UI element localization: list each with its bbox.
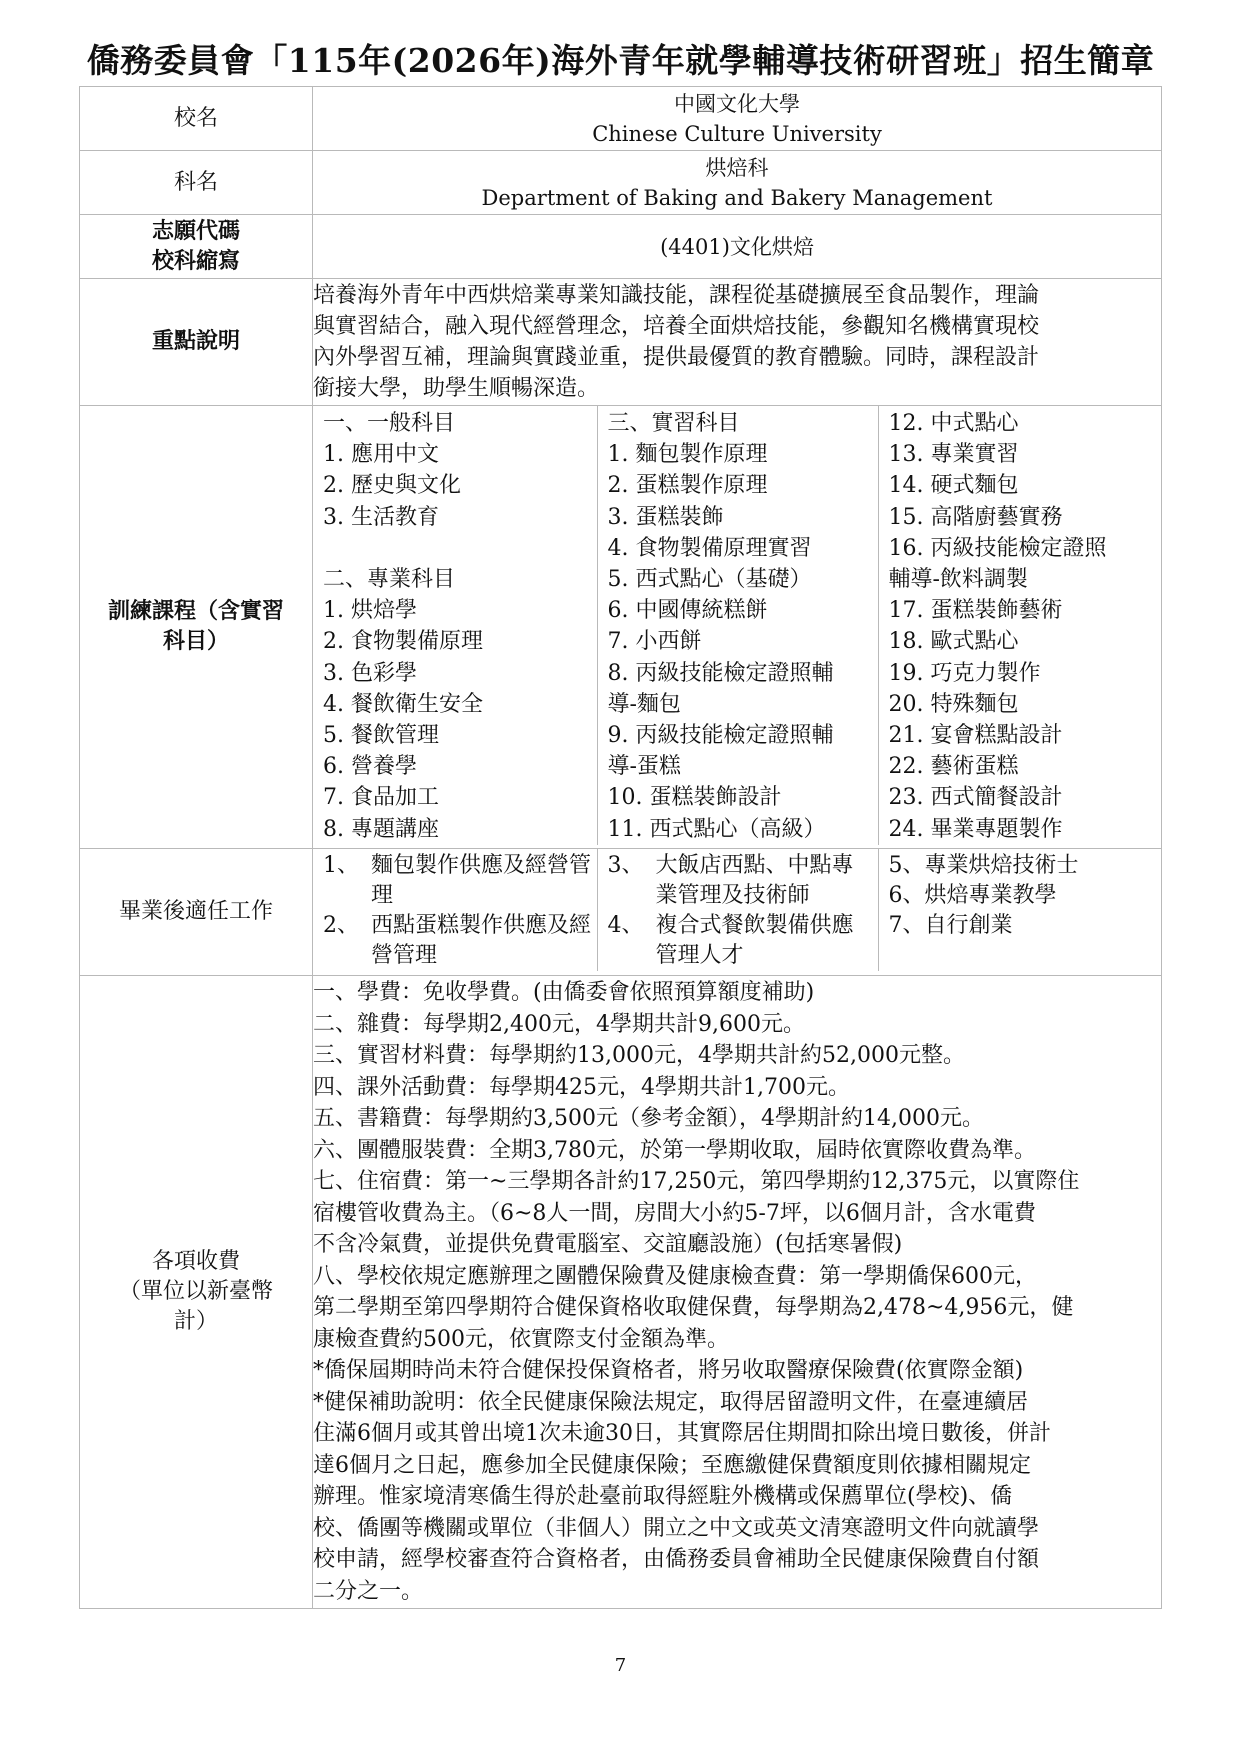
job-text: 麵包製作供應及經營管理 — [371, 853, 592, 908]
job-item — [323, 911, 593, 971]
course-item: 13. 專業實習 — [888, 442, 1019, 468]
course-item: 導-麵包 — [607, 691, 681, 717]
fees-content — [313, 976, 1162, 1609]
fees-label-line2: （單位以新臺幣 — [118, 1279, 273, 1304]
fees-row — [80, 976, 1162, 1609]
code-value: (4401)文化烘焙 — [313, 215, 1162, 279]
course-item: 4. 食物製備原理實習 — [607, 535, 812, 561]
fees-label-line3: 計） — [173, 1309, 218, 1334]
code-row — [80, 215, 1162, 279]
course-item: 1. 烘焙學 — [323, 598, 417, 624]
department-label: 科名 — [80, 151, 313, 215]
job-number: 2、 — [323, 913, 359, 938]
course-item: 9. 丙級技能檢定證照輔 — [607, 723, 834, 749]
curriculum-col-practical-2 — [878, 406, 1162, 845]
course-item: 22. 藝術蛋糕 — [888, 754, 1019, 780]
jobs-row — [80, 849, 1162, 976]
fee-line: 二、雜費：每學期2,400元，4學期共計9,600元。 — [313, 1011, 805, 1037]
fee-line: *健保補助說明：依全民健康保險法規定，取得居留證明文件，在臺連續居 — [313, 1389, 1029, 1415]
job-item — [608, 911, 874, 971]
job-number: 4、 — [607, 913, 644, 938]
jobs-columns — [313, 849, 1162, 971]
course-item: 10. 蛋糕裝飾設計 — [607, 785, 782, 811]
admission-table — [79, 86, 1162, 1609]
curriculum-row — [80, 406, 1162, 849]
course-item: 3. 生活教育 — [323, 504, 439, 530]
highlights-line: 銜接大學，助學生順暢深造。 — [313, 376, 600, 401]
department-name-zh: 烘焙科 — [705, 155, 769, 180]
page-title: 僑務委員會「115年(2026年)海外青年就學輔導技術研習班」招生簡章 — [86, 41, 1155, 80]
course-item: 21. 宴會糕點設計 — [888, 723, 1063, 749]
school-value — [313, 87, 1162, 151]
fee-line: 七、住宿費：第一~三學期各計約17,250元，第四學期約12,375元，以實際住 — [313, 1169, 1080, 1194]
job-item — [323, 851, 593, 911]
fee-line: 一、學費：免收學費。(由僑委會依照預算額度補助) — [313, 980, 815, 1005]
spacer — [323, 533, 593, 564]
highlights-text — [313, 279, 1162, 406]
fee-line: 辦理。惟家境清寒僑生得於赴臺前取得經駐外機構或保薦單位(學校)、僑 — [313, 1484, 1013, 1509]
course-item: 輔導-飲料調製 — [888, 567, 1028, 593]
course-item: 24. 畢業專題製作 — [888, 816, 1063, 842]
job-item: 6、烘焙專業教學 — [888, 883, 1057, 908]
job-number: 1、 — [323, 853, 359, 878]
course-item: 17. 蛋糕裝飾藝術 — [888, 598, 1063, 624]
fee-line: 達6個月之日起，應參加全民健康保險；至應繳健保費額度則依據相關規定 — [313, 1452, 1031, 1478]
fee-line: 校、僑團等機關或單位（非個人）開立之中文或英文清寒證明文件向就讀學 — [313, 1515, 1040, 1541]
course-item: 6. 中國傳統糕餅 — [607, 598, 768, 624]
department-value — [313, 151, 1162, 215]
code-label — [80, 215, 313, 279]
fee-line: 四、課外活動費：每學期425元，4學期共計1,700元。 — [313, 1074, 850, 1100]
curriculum-col-general-professional — [313, 406, 597, 845]
course-item: 5. 餐飲管理 — [323, 723, 439, 749]
department-row — [80, 151, 1162, 215]
curriculum-content — [313, 406, 1162, 849]
job-item: 5、專業烘焙技術士 — [888, 853, 1079, 878]
jobs-label: 畢業後適任工作 — [80, 849, 313, 976]
course-item: 三、實習科目 — [607, 411, 740, 436]
course-item: 2. 歷史與文化 — [323, 473, 461, 499]
course-item: 4. 餐飲衛生安全 — [323, 691, 483, 717]
job-item — [608, 851, 874, 911]
course-item: 7. 食品加工 — [323, 785, 439, 811]
highlights-line: 培養海外青年中西烘焙業專業知識技能，課程從基礎擴展至食品製作，理論 — [313, 283, 1040, 308]
course-item: 15. 高階廚藝實務 — [888, 504, 1063, 530]
course-item: 一、一般科目 — [323, 411, 456, 436]
curriculum-label-line1: 訓練課程（含實習 — [107, 599, 284, 624]
course-item: 11. 西式點心（高級） — [607, 816, 826, 842]
highlights-line: 內外學習互補，理論與實踐並重，提供最優質的教育體驗。同時，課程設計 — [313, 345, 1040, 370]
jobs-col-2 — [597, 849, 878, 971]
course-item: 2. 蛋糕製作原理 — [607, 473, 768, 499]
job-text: 大飯店西點、中點專業管理及技術師 — [655, 853, 854, 908]
course-item: 3. 色彩學 — [323, 660, 417, 686]
fees-label-line1: 各項收費 — [151, 1249, 240, 1274]
curriculum-label — [80, 406, 313, 849]
fee-line: 住滿6個月或其曾出境1次未逾30日，其實際居住期間扣除出境日數後，併計 — [313, 1421, 1051, 1446]
course-item: 19. 巧克力製作 — [888, 660, 1041, 686]
fee-line: 八、學校依規定應辦理之團體保險費及健康檢查費：第一學期僑保600元， — [313, 1263, 1037, 1289]
course-item: 14. 硬式麵包 — [888, 473, 1019, 499]
code-label-line2: 校科縮寫 — [151, 248, 240, 274]
course-item: 8. 丙級技能檢定證照輔 — [607, 660, 834, 686]
course-item: 1. 麵包製作原理 — [607, 442, 768, 468]
fee-line: 三、實習材料費：每學期約13,000元，4學期共計約52,000元整。 — [313, 1043, 965, 1068]
highlights-label: 重點說明 — [80, 279, 313, 406]
course-item: 二、專業科目 — [323, 567, 456, 592]
job-number: 3、 — [607, 853, 644, 878]
course-item: 18. 歐式點心 — [888, 629, 1019, 655]
job-item: 7、自行創業 — [888, 913, 1013, 938]
course-item: 7. 小西餅 — [607, 629, 702, 655]
jobs-col-1 — [313, 849, 597, 971]
fee-line: 康檢查費約500元，依實際支付金額為準。 — [313, 1326, 729, 1352]
page-number: 7 — [614, 1655, 627, 1676]
school-name-en: Chinese Culture University — [592, 121, 882, 146]
curriculum-columns — [313, 406, 1162, 845]
code-label-line1: 志願代碼 — [151, 218, 240, 244]
course-item: 3. 蛋糕裝飾 — [607, 504, 724, 530]
job-text: 複合式餐飲製備供應管理人才 — [655, 913, 854, 968]
fee-line: 校申請，經學校審查符合資格者，由僑務委員會補助全民健康保險費自付額 — [313, 1547, 1040, 1572]
curriculum-col-practical-1 — [597, 406, 878, 845]
jobs-col-3 — [878, 849, 1162, 971]
course-item: 12. 中式點心 — [888, 411, 1019, 436]
course-item: 2. 食物製備原理 — [323, 629, 483, 655]
school-name-zh: 中國文化大學 — [674, 91, 800, 116]
course-item: 5. 西式點心（基礎） — [607, 567, 812, 593]
fee-line: *僑保屆期時尚未符合健保投保資格者，將另收取醫療保險費(依實際金額) — [313, 1358, 1024, 1383]
curriculum-label-line2: 科目） — [162, 629, 229, 654]
fee-line: 宿樓管收費為主。（6~8人一間，房間大小約5-7坪，以6個月計，含水電費 — [313, 1200, 1036, 1226]
job-text: 西點蛋糕製作供應及經營管理 — [371, 913, 592, 968]
course-item: 16. 丙級技能檢定證照 — [888, 535, 1107, 561]
course-item: 1. 應用中文 — [323, 442, 439, 468]
course-item: 6. 營養學 — [323, 754, 417, 780]
fee-line: 不含冷氣費，並提供免費電腦室、交誼廳設施）(包括寒暑假) — [313, 1232, 903, 1257]
highlights-line: 與實習結合，融入現代經營理念，培養全面烘焙技能，參觀知名機構實現校 — [313, 314, 1040, 339]
fee-line: 二分之一。 — [313, 1578, 424, 1604]
course-item: 20. 特殊麵包 — [888, 691, 1019, 717]
fee-line: 第二學期至第四學期符合健保資格收取健保費，每學期為2,478~4,956元，健 — [313, 1295, 1074, 1320]
highlights-row — [80, 279, 1162, 406]
jobs-content — [313, 849, 1162, 976]
fee-line: 五、書籍費：每學期約3,500元（參考金額），4學期計約14,000元。 — [313, 1106, 984, 1131]
course-item: 導-蛋糕 — [607, 754, 681, 780]
school-label: 校名 — [80, 87, 313, 151]
course-item: 8. 專題講座 — [323, 816, 439, 842]
course-item: 23. 西式簡餐設計 — [888, 785, 1063, 811]
fee-line: 六、團體服裝費：全期3,780元，於第一學期收取，屆時依實際收費為準。 — [313, 1137, 1036, 1163]
department-name-en: Department of Baking and Bakery Management — [481, 185, 993, 210]
school-row — [80, 87, 1162, 151]
fees-label — [80, 976, 313, 1609]
